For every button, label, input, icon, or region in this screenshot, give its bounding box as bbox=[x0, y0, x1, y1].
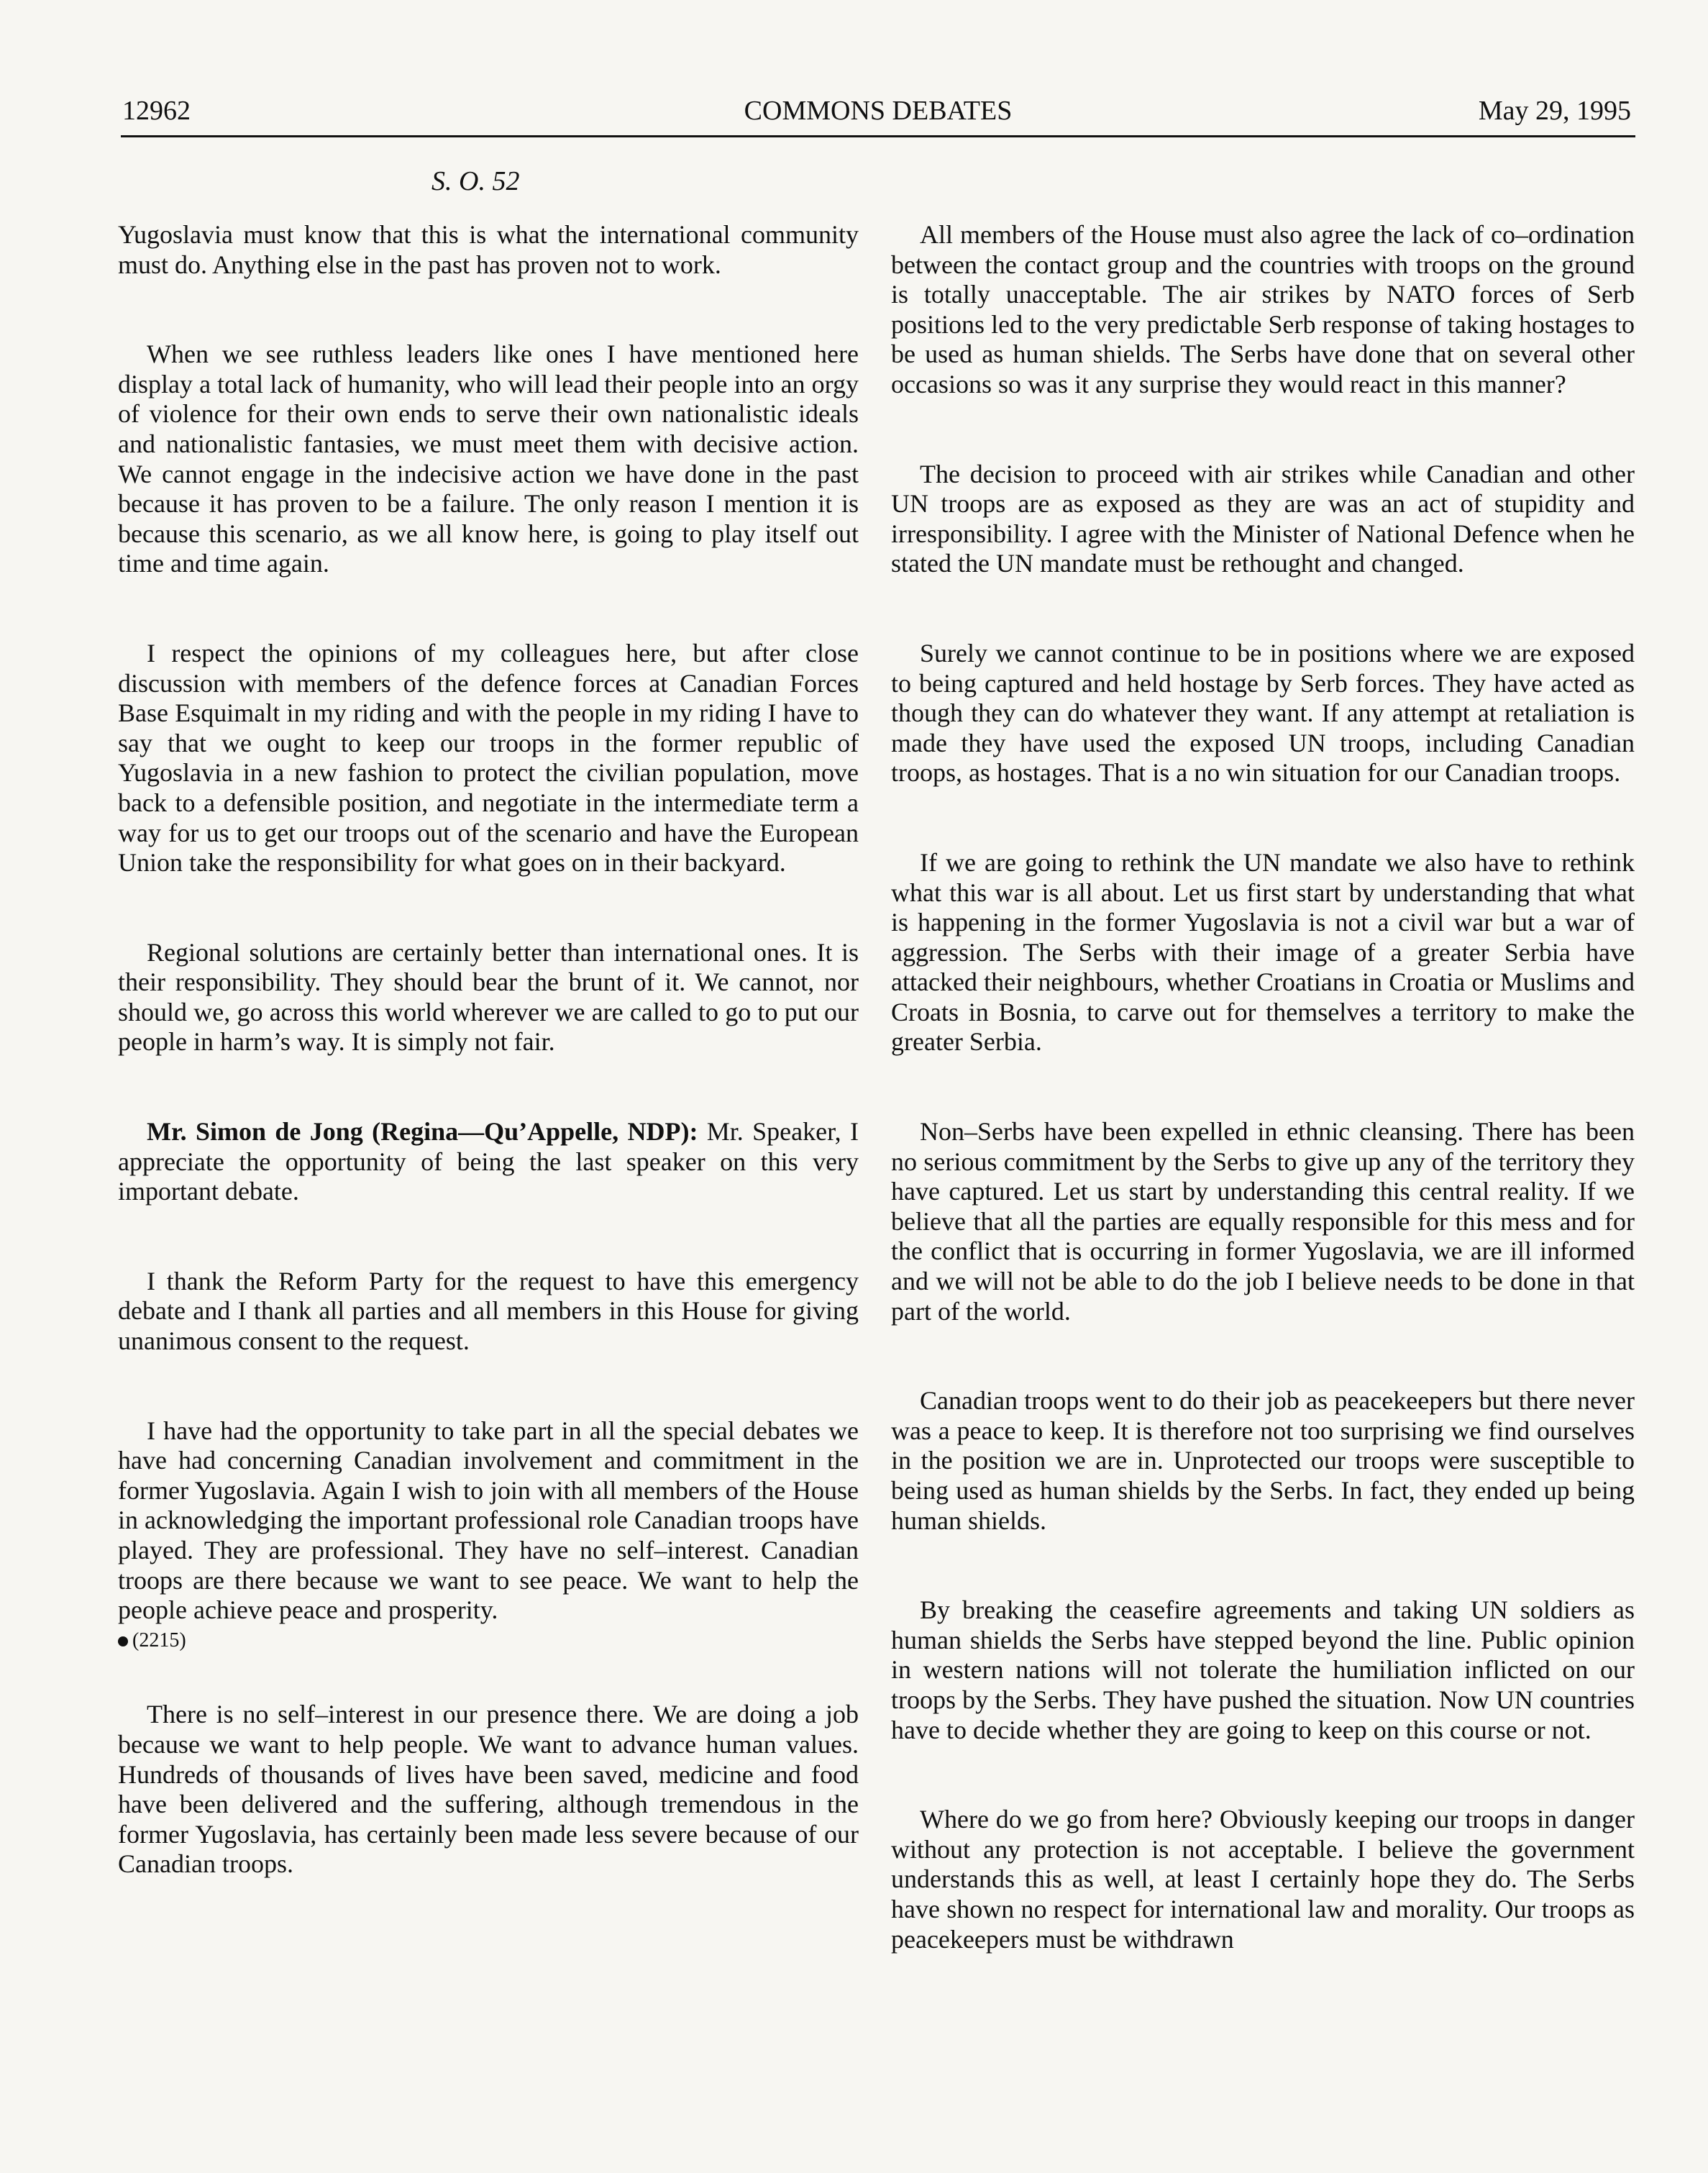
paragraph: All members of the House must also agree the lack of co–ordination between the contact group and the countries with troops on the ground is totally unacceptable. The air strikes by NATO forces of Serb positions led to the very predictable Serb response of taking hostages to be used as human shields. The Serbs have done that on several other occasions so was it any surprise they would react in this manner? bbox=[891, 220, 1635, 398]
page-number: 12962 bbox=[122, 96, 191, 126]
paragraph: Regional solutions are certainly better than international ones. It is their responsibility. They should bear the brunt of it. We cannot, nor should we, go across this world wherever we are called to go to put our people in harm’s way. It is simply not fair. bbox=[118, 937, 859, 1057]
publication-date: May 29, 1995 bbox=[1478, 96, 1631, 126]
speaker-paragraph bbox=[118, 1117, 859, 1207]
paragraph: I respect the opinions of my colleagues here, but after close discussion with members of the defence forces at Canadian Forces Base Esquimalt in my riding and with the people in my riding I have to say that we ought to keep our troops in the former republic of Yugoslavia in a new fashion to protect the civilian population, move back to a defensible position, and negotiate in the intermediate term a way for us to get our troops out of the scenario and have the European Union take the responsibility for what goes on in their backyard. bbox=[118, 638, 859, 878]
right-column bbox=[891, 220, 1635, 1954]
paragraph: Canadian troops went to do their job as peacekeepers but there never was a peace to keep. It is therefore not too surprising we find ourselves in the position we are in. Unprotected our troops were susceptible to being used as human shields by the Serbs. In fact, they ended up being human shields. bbox=[891, 1386, 1635, 1535]
paragraph: When we see ruthless leaders like ones I have mentioned here display a total lack of humanity, who will lead their people into an orgy of violence for their own ends to serve their own nationalistic ideals and nationalistic fantasies, we must meet them with decisive action. We cannot engage in the indecisive action we have done in the past because it has proven to be a failure. The only reason I mention it is because this scenario, as we all know here, is going to play itself out time and time again. bbox=[118, 340, 859, 578]
paragraph: I thank the Reform Party for the request to have this emergency debate and I thank all parties and all members in this House for giving unanimous consent to the request. bbox=[118, 1266, 859, 1356]
paragraph: The decision to proceed with air strikes while Canadian and other UN troops are as exposed as they are was an act of stupidity and irresponsibility. I agree with the Minister of National Defence when he stated the UN mandate must be rethought and changed. bbox=[891, 459, 1635, 578]
paragraph: Where do we go from here? Obviously keeping our troops in danger without any protection is not acceptable. I believe the government understands this as well, at least I certainly hope they do. The Serbs have shown no respect for international law and morality. Our troops as peacekeepers must be withdrawn bbox=[891, 1805, 1635, 1954]
paragraph: Yugoslavia must know that this is what the international community must do. Anything else in the past has proven not to work. bbox=[118, 220, 859, 279]
bullet-icon bbox=[118, 1636, 128, 1646]
time-marker bbox=[118, 1626, 859, 1656]
left-column bbox=[118, 220, 859, 1880]
speaker-name: Mr. Simon de Jong (Regina—Qu’Appelle, NDP): bbox=[147, 1117, 698, 1147]
time-marker-text: (2215) bbox=[132, 1628, 186, 1652]
publication-title: COMMONS DEBATES bbox=[744, 96, 1013, 126]
paragraph: Surely we cannot continue to be in positions where we are exposed to being captured and held hostage by Serb forces. They have acted as though they can do whatever they want. If any attempt at retaliation is made they have used the exposed UN troops, including Canadian troops, as hostages. That is a no win situation for our Canadian troops. bbox=[891, 638, 1635, 788]
paragraph: If we are going to rethink the UN mandate we also have to rethink what this war is all about. Let us first start by understanding that what is happening in the former Yugoslavia is not a civil war but a war of aggression. The Serbs with their image of a greater Serbia have attacked their neighbours, whether Croatians in Croatia or Muslims and Croats in Bosnia, to carve out for themselves a territory to make the greater Serbia. bbox=[891, 847, 1635, 1057]
paragraph: I have had the opportunity to take part in all the special debates we have had concerning Canadian involvement and commitment in the former Yugoslavia. Again I wish to join with all members of the House in acknowledging the important professional role Canadian troops have played. They are professional. They have no self–interest. Canadian troops are there because we want to see peace. We want to help the people achieve peace and prosperity. bbox=[118, 1416, 859, 1625]
section-label: S. O. 52 bbox=[431, 166, 520, 196]
paragraph: There is no self–interest in our presence there. We are doing a job because we want to help people. We want to advance human values. Hundreds of thousands of lives have been saved, medicine and food have been delivered and the suffering, although tremendous in the former Yugoslavia, has certainly been made less severe because of our Canadian troops. bbox=[118, 1700, 859, 1879]
page-header bbox=[121, 95, 1635, 137]
paragraph: By breaking the ceasefire agreements and taking UN soldiers as human shields the Serbs have stepped beyond the line. Public opinion in western nations will not tolerate the humiliation inflicted on our troops by the Serbs. They have pushed the situation. Now UN countries have to decide whether they are going to keep on this course or not. bbox=[891, 1595, 1635, 1744]
paragraph: Non–Serbs have been expelled in ethnic cleansing. There has been no serious commitment by the Serbs to give up any of the territory they have captured. Let us start by understanding this central reality. If we believe that all the parties are equally responsible for this mess and for the conflict that is occurring in former Yugoslavia, we are ill informed and we will not be able to do the job I believe needs to be done in that part of the world. bbox=[891, 1117, 1635, 1326]
speaker-text: Mr. Speaker, I appreciate the opportunity of being the last speaker on this very important debate. bbox=[118, 1117, 859, 1206]
